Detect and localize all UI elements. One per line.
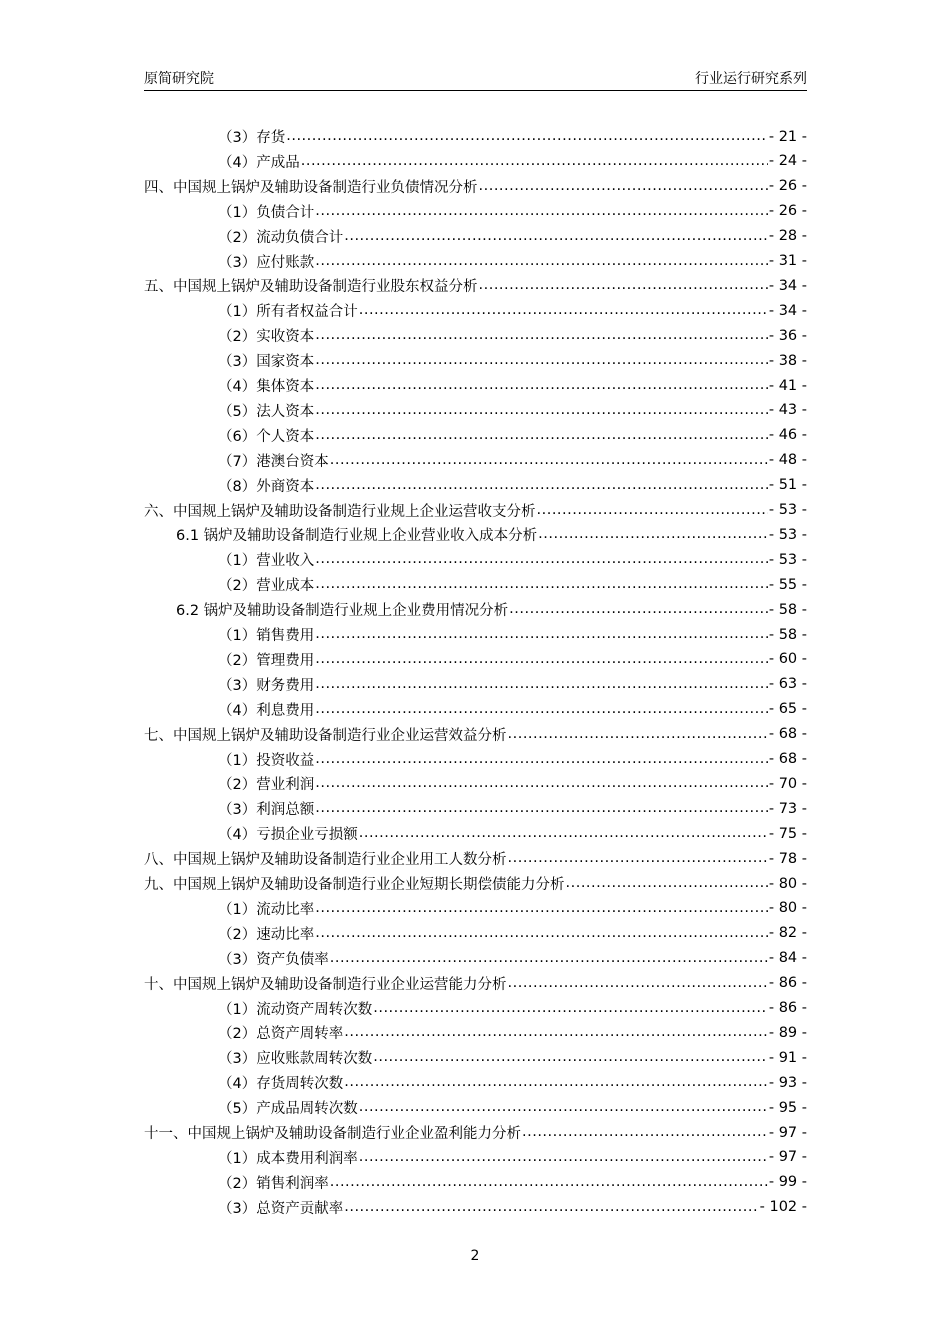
toc-entry-title: （1）营业收入 xyxy=(218,553,315,570)
toc-entry[interactable] xyxy=(218,423,807,448)
toc-entry-page: - 68 - xyxy=(768,751,807,767)
toc-entry-page: - 93 - xyxy=(768,1074,807,1091)
toc-entry-page: - 70 - xyxy=(768,775,807,792)
toc-entry-page: - 34 - xyxy=(768,302,807,319)
toc-entry-page: - 41 - xyxy=(768,377,807,394)
toc-entry-title: 七、中国规上锅炉及辅助设备制造行业企业运营效益分析 xyxy=(144,727,507,744)
toc-dot-leader xyxy=(479,273,768,298)
toc-entry-page: - 46 - xyxy=(768,427,807,444)
toc-entry[interactable] xyxy=(144,273,807,298)
toc-entry-page: - 63 - xyxy=(768,676,807,693)
toc-dot-leader xyxy=(315,323,768,348)
toc-entry[interactable] xyxy=(218,622,807,647)
toc-entry-title: （5）法人资本 xyxy=(218,403,315,420)
toc-entry-page: - 86 - xyxy=(768,1000,807,1016)
toc-entry[interactable] xyxy=(144,1120,807,1145)
toc-entry-title: （3）应收账款周转次数 xyxy=(218,1051,373,1068)
toc-entry[interactable] xyxy=(218,323,807,348)
toc-entry-title: （2）营业利润 xyxy=(218,777,315,794)
toc-entry-page: - 24 - xyxy=(768,153,807,170)
toc-entry-title: （1）投资收益 xyxy=(218,752,315,769)
toc-entry-page: - 26 - xyxy=(768,203,807,220)
toc-entry-title: （3）资产负债率 xyxy=(218,951,329,968)
toc-dot-leader xyxy=(373,996,768,1021)
toc-entry-title: （1）流动资产周转次数 xyxy=(218,1001,373,1018)
toc-entry[interactable] xyxy=(218,249,807,274)
toc-dot-leader xyxy=(330,448,768,473)
toc-dot-leader xyxy=(315,796,768,821)
toc-entry[interactable] xyxy=(218,821,807,846)
toc-entry-title: （2）流动负债合计 xyxy=(218,229,344,246)
toc-entry-title: （1）成本费用利润率 xyxy=(218,1150,358,1167)
toc-entry-page: - 53 - xyxy=(768,502,807,518)
toc-dot-leader xyxy=(537,498,768,523)
toc-entry[interactable] xyxy=(218,448,807,473)
toc-dot-leader xyxy=(301,149,768,174)
toc-dot-leader xyxy=(522,1120,768,1145)
toc-entry-page: - 84 - xyxy=(768,950,807,967)
toc-entry-page: - 97 - xyxy=(768,1124,807,1141)
toc-entry-page: - 80 - xyxy=(768,900,807,917)
toc-entry[interactable] xyxy=(218,672,807,697)
toc-entry-page: - 53 - xyxy=(768,551,807,568)
toc-dot-leader xyxy=(373,1045,768,1070)
toc-dot-leader xyxy=(538,522,768,547)
toc-entry-page: - 31 - xyxy=(768,253,807,269)
toc-entry-title: （2）管理费用 xyxy=(218,652,315,669)
toc-entry-title: （4）利息费用 xyxy=(218,702,315,719)
toc-entry-page: - 51 - xyxy=(768,477,807,494)
toc-entry-page: - 58 - xyxy=(768,601,807,618)
toc-dot-leader xyxy=(315,572,768,597)
toc-entry-title: （1）流动比率 xyxy=(218,901,315,918)
header-series-name: 行业运行研究系列 xyxy=(695,71,807,87)
toc-entry-title: （3）利润总额 xyxy=(218,802,315,819)
toc-entry[interactable] xyxy=(218,298,807,323)
toc-entry[interactable] xyxy=(144,174,807,199)
toc-entry-page: - 48 - xyxy=(768,452,807,469)
toc-entry[interactable] xyxy=(218,224,807,249)
toc-dot-leader xyxy=(315,672,768,697)
toc-entry-title: （2）销售利润率 xyxy=(218,1175,329,1192)
toc-entry-page: - 58 - xyxy=(768,626,807,643)
toc-entry-title: （3）财务费用 xyxy=(218,677,315,694)
toc-entry[interactable] xyxy=(144,846,807,871)
toc-dot-leader xyxy=(315,896,768,921)
toc-entry-title: （1）所有者权益合计 xyxy=(218,304,358,321)
toc-entry[interactable] xyxy=(218,1020,807,1045)
toc-dot-leader xyxy=(315,697,768,722)
toc-entry-title: （5）产成品周转次数 xyxy=(218,1101,358,1118)
toc-dot-leader xyxy=(330,946,768,971)
toc-entry[interactable] xyxy=(218,1070,807,1095)
toc-entry-page: - 21 - xyxy=(768,128,807,145)
toc-entry-title: （4）产成品 xyxy=(218,154,300,171)
toc-entry[interactable] xyxy=(218,1145,807,1170)
toc-entry-page: - 95 - xyxy=(768,1099,807,1116)
toc-entry[interactable] xyxy=(176,522,807,547)
toc-entry-title: 6.1 锅炉及辅助设备制造行业规上企业营业收入成本分析 xyxy=(176,528,538,545)
toc-entry-page: - 78 - xyxy=(768,850,807,867)
toc-entry[interactable] xyxy=(218,348,807,373)
toc-entry-title: （7）港澳台资本 xyxy=(218,453,329,470)
toc-entry-title: （1）销售费用 xyxy=(218,628,315,644)
toc-entry[interactable] xyxy=(218,796,807,821)
toc-dot-leader xyxy=(359,1095,768,1120)
toc-entry-title: （2）实收资本 xyxy=(218,329,315,346)
toc-dot-leader xyxy=(315,398,768,423)
toc-entry-title: 十、中国规上锅炉及辅助设备制造行业企业运营能力分析 xyxy=(144,976,507,993)
toc-dot-leader xyxy=(286,124,768,149)
toc-entry-page: - 82 - xyxy=(768,925,807,942)
toc-dot-leader xyxy=(566,871,768,896)
toc-dot-leader xyxy=(359,1145,768,1170)
toc-entry[interactable] xyxy=(218,946,807,971)
toc-entry[interactable] xyxy=(218,896,807,921)
toc-entry-title: （4）亏损企业亏损额 xyxy=(218,827,358,844)
toc-dot-leader xyxy=(509,597,768,622)
toc-entry[interactable] xyxy=(218,473,807,498)
toc-entry[interactable] xyxy=(218,199,807,224)
toc-entry-page: - 34 - xyxy=(768,277,807,294)
toc-dot-leader xyxy=(344,1020,768,1045)
toc-entry[interactable] xyxy=(218,771,807,796)
toc-entry-title: 八、中国规上锅炉及辅助设备制造行业企业用工人数分析 xyxy=(144,852,507,869)
toc-entry-title: 九、中国规上锅炉及辅助设备制造行业企业短期长期偿债能力分析 xyxy=(144,877,565,893)
toc-dot-leader xyxy=(315,771,768,796)
toc-dot-leader xyxy=(315,249,768,274)
toc-entry[interactable] xyxy=(144,971,807,996)
toc-dot-leader xyxy=(315,921,768,946)
header-org-name: 原简研究院 xyxy=(144,71,214,87)
toc-entry-page: - 102 - xyxy=(759,1199,807,1216)
toc-entry-page: - 43 - xyxy=(768,402,807,419)
toc-entry-title: （1）负债合计 xyxy=(218,204,315,221)
toc-dot-leader xyxy=(344,224,768,249)
toc-entry[interactable] xyxy=(218,1045,807,1070)
toc-entry[interactable] xyxy=(218,647,807,672)
toc-dot-leader xyxy=(344,1195,758,1220)
toc-entry[interactable] xyxy=(218,149,807,174)
toc-entry[interactable] xyxy=(144,722,807,747)
toc-entry-page: - 55 - xyxy=(768,576,807,593)
toc-entry[interactable] xyxy=(218,124,807,149)
toc-dot-leader xyxy=(359,821,768,846)
toc-entry[interactable] xyxy=(144,498,807,523)
toc-entry-title: （8）外商资本 xyxy=(218,478,315,495)
toc-entry-title: （6）个人资本 xyxy=(218,428,315,445)
toc-dot-leader xyxy=(315,747,768,772)
toc-entry-title: （4）集体资本 xyxy=(218,379,315,395)
toc-entry-title: 六、中国规上锅炉及辅助设备制造行业规上企业运营收支分析 xyxy=(144,503,536,520)
toc-entry-page: - 38 - xyxy=(768,352,807,369)
toc-dot-leader xyxy=(315,199,768,224)
toc-entry-page: - 28 - xyxy=(768,228,807,245)
toc-entry-title: （2）速动比率 xyxy=(218,926,315,943)
toc-dot-leader xyxy=(344,1070,768,1095)
toc-dot-leader xyxy=(315,622,768,647)
toc-entry[interactable] xyxy=(218,547,807,572)
toc-entry-title: （3）应付账款 xyxy=(218,254,315,271)
toc-entry-page: - 73 - xyxy=(768,800,807,817)
toc-dot-leader xyxy=(508,971,768,996)
toc-entry-title: （2）营业成本 xyxy=(218,578,315,595)
toc-dot-leader xyxy=(315,348,768,373)
toc-dot-leader xyxy=(359,298,768,323)
toc-entry[interactable] xyxy=(218,373,807,398)
toc-entry-title: （3）存货 xyxy=(218,130,286,146)
page-number: 2 xyxy=(470,1248,480,1264)
toc-entry-page: - 26 - xyxy=(768,178,807,195)
toc-dot-leader xyxy=(479,174,768,199)
toc-entry-title: 四、中国规上锅炉及辅助设备制造行业负债情况分析 xyxy=(144,179,478,196)
toc-entry-page: - 53 - xyxy=(768,526,807,543)
toc-entry[interactable] xyxy=(176,597,807,622)
toc-entry-page: - 86 - xyxy=(768,975,807,992)
toc-entry-title: 6.2 锅炉及辅助设备制造行业规上企业费用情况分析 xyxy=(176,603,509,620)
toc-dot-leader xyxy=(315,647,768,672)
toc-entry-title: （4）存货周转次数 xyxy=(218,1076,344,1093)
toc-entry-page: - 99 - xyxy=(768,1174,807,1191)
toc-dot-leader xyxy=(508,846,768,871)
toc-dot-leader xyxy=(315,547,768,572)
toc-entry-page: - 97 - xyxy=(768,1149,807,1166)
toc-entry-title: 五、中国规上锅炉及辅助设备制造行业股东权益分析 xyxy=(144,279,478,296)
toc-entry[interactable] xyxy=(218,697,807,722)
toc-entry[interactable] xyxy=(218,747,807,772)
toc-entry-title: 十一、中国规上锅炉及辅助设备制造行业企业盈利能力分析 xyxy=(144,1126,521,1142)
toc-dot-leader xyxy=(315,423,768,448)
toc-entry-title: （3）总资产贡献率 xyxy=(218,1200,344,1217)
toc-entry-title: （3）国家资本 xyxy=(218,354,315,371)
toc-entry[interactable] xyxy=(218,921,807,946)
toc-entry[interactable] xyxy=(144,871,807,896)
toc-entry[interactable] xyxy=(218,996,807,1021)
toc-dot-leader xyxy=(330,1170,768,1195)
toc-entry-page: - 91 - xyxy=(768,1049,807,1066)
toc-entry[interactable] xyxy=(218,1170,807,1195)
toc-entry-page: - 60 - xyxy=(768,651,807,668)
toc-dot-leader xyxy=(315,373,768,398)
toc-entry[interactable] xyxy=(218,1195,807,1220)
toc-dot-leader xyxy=(508,722,768,747)
page-header xyxy=(144,64,807,91)
toc-entry-title: （2）总资产周转率 xyxy=(218,1026,344,1043)
toc-entry-page: - 89 - xyxy=(768,1024,807,1041)
toc-entry[interactable] xyxy=(218,1095,807,1120)
toc-entry-page: - 80 - xyxy=(768,875,807,892)
toc-entry-page: - 65 - xyxy=(768,701,807,718)
toc-entry[interactable] xyxy=(218,398,807,423)
toc-entry[interactable] xyxy=(218,572,807,597)
toc-dot-leader xyxy=(315,473,768,498)
toc-entry-page: - 75 - xyxy=(768,825,807,842)
toc-entry-page: - 36 - xyxy=(768,327,807,344)
toc-entry-page: - 68 - xyxy=(768,726,807,743)
